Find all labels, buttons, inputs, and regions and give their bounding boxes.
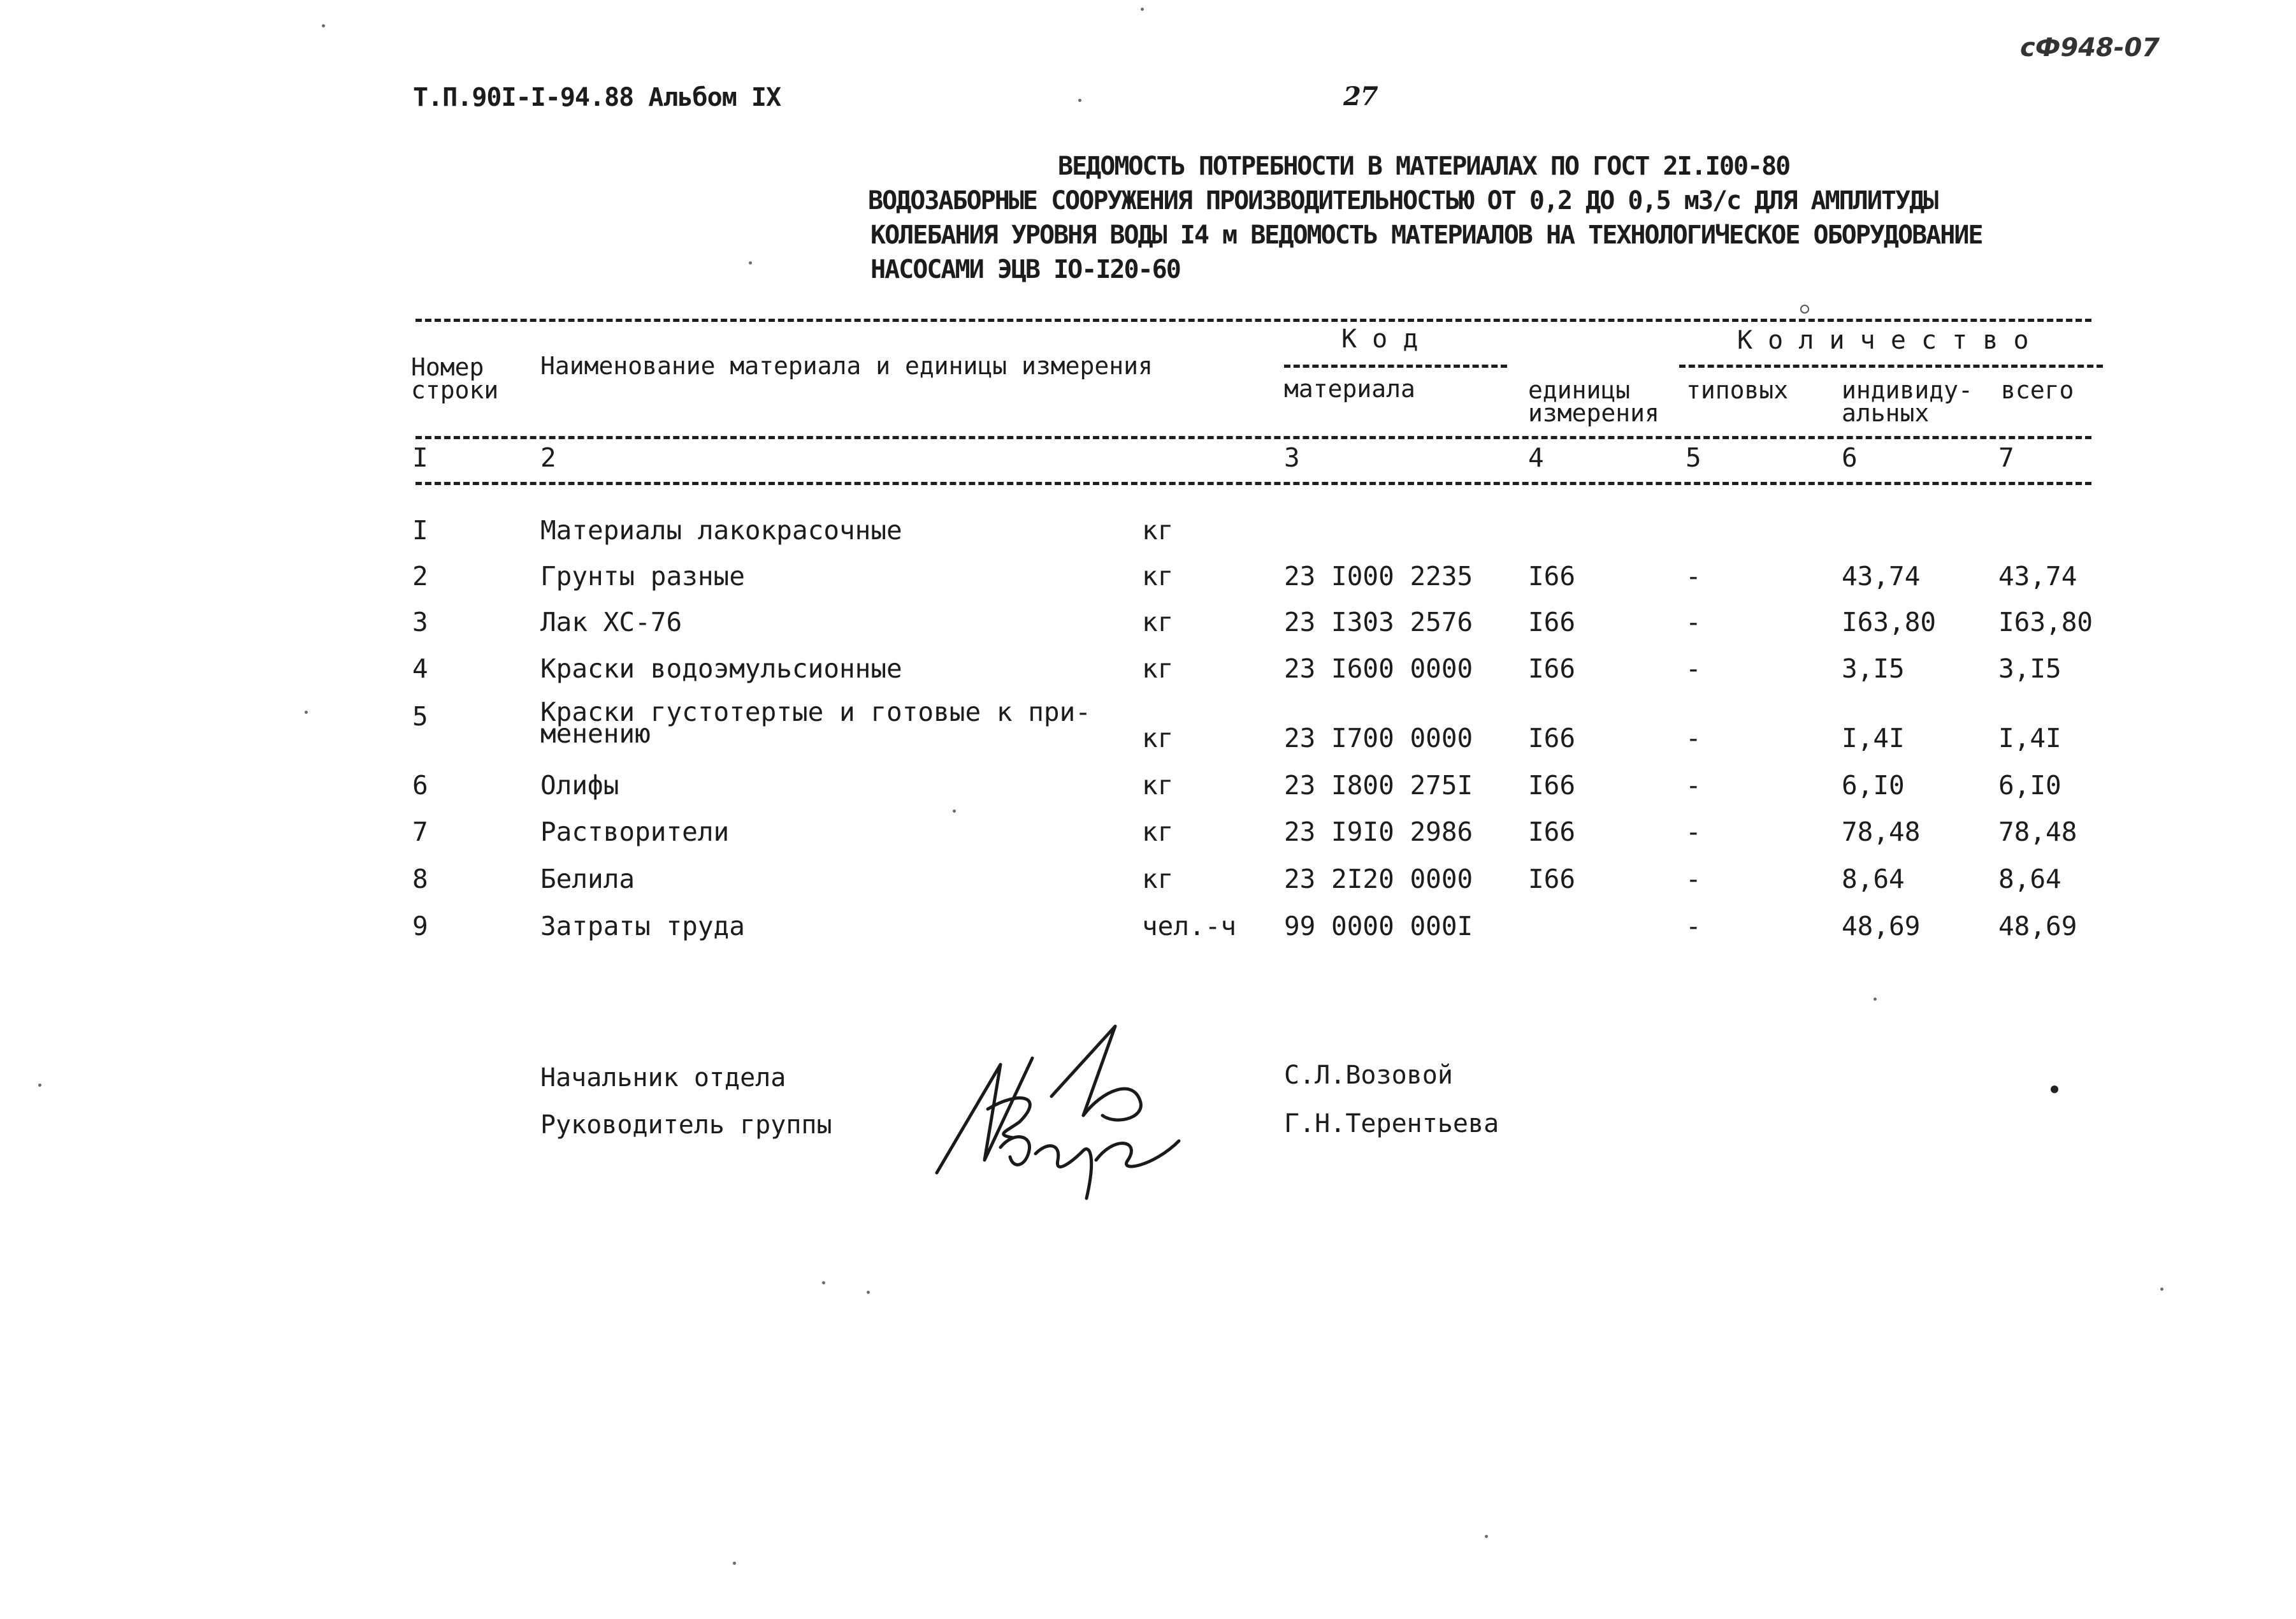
unit-of-measure: кг xyxy=(1142,864,1174,894)
total-value: 78,48 xyxy=(1998,817,2077,847)
header-bottom-rule xyxy=(415,436,2091,439)
material-code: 23 I800 275I xyxy=(1284,770,1473,801)
album-reference: Т.П.90I-I-94.88 Альбом IX xyxy=(413,83,781,112)
scan-speck xyxy=(822,1281,825,1284)
col-number-6: 6 xyxy=(1842,442,1858,473)
col-head-material-code: материала xyxy=(1284,375,1415,403)
total-value: 48,69 xyxy=(1998,911,2077,941)
material-code: 23 I000 2235 xyxy=(1284,561,1473,592)
typical-value: - xyxy=(1686,864,1701,894)
scan-speck xyxy=(1874,998,1877,1001)
name-department-head: С.Л.Возовой xyxy=(1284,1061,1453,1090)
row-number: 7 xyxy=(412,817,428,847)
column-number-rule xyxy=(415,482,2091,485)
material-code: 23 I600 0000 xyxy=(1284,653,1473,684)
title-line-2: ВОДОЗАБОРНЫЕ СООРУЖЕНИЯ ПРОИЗВОДИТЕЛЬНОСТЬЮ ОТ 0,2 ДО 0,5 м3/с ДЛЯ АМПЛИТУДЫ xyxy=(868,186,1938,215)
col-head-quantity-group: К о л и ч е с т в о xyxy=(1737,326,2029,355)
unit-code: I66 xyxy=(1528,817,1576,847)
col-number-4: 4 xyxy=(1528,442,1544,473)
typical-value: - xyxy=(1686,817,1701,847)
scan-speck xyxy=(38,1084,41,1087)
row-number: 8 xyxy=(412,864,428,894)
unit-of-measure: кг xyxy=(1142,561,1174,592)
material-name: Краски водоэмульсионные xyxy=(540,653,902,684)
row-number: 2 xyxy=(412,561,428,592)
material-code: 99 0000 000I xyxy=(1284,911,1473,941)
scan-speck xyxy=(1141,8,1144,11)
material-code: 23 I700 0000 xyxy=(1284,723,1473,753)
individual-value: 3,I5 xyxy=(1842,653,1905,684)
typical-value: - xyxy=(1686,911,1701,941)
scan-speck xyxy=(322,24,325,27)
individual-value: 48,69 xyxy=(1842,911,1921,941)
page-number: 27 xyxy=(1343,82,1378,112)
individual-value: 43,74 xyxy=(1842,561,1921,592)
title-line-3: КОЛЕБАНИЯ УРОВНЯ ВОДЫ I4 м ВЕДОМОСТЬ МАТЕРИАЛОВ НА ТЕХНОЛОГИЧЕСКОЕ ОБОРУДОВАНИЕ xyxy=(870,221,1982,250)
total-value: I,4I xyxy=(1998,723,2061,753)
unit-of-measure: кг xyxy=(1142,770,1174,801)
material-name: Материалы лакокрасочные xyxy=(540,515,902,546)
row-number: 4 xyxy=(412,653,428,684)
col-head-unit-code: единицы измерения xyxy=(1528,376,1659,427)
material-name: Растворители xyxy=(540,817,730,847)
title-line-1: ВЕДОМОСТЬ ПОТРЕБНОСТИ В МАТЕРИАЛАХ ПО ГОСТ 2I.I00-80 xyxy=(1058,152,1790,181)
total-value: I63,80 xyxy=(1998,607,2093,637)
row-number: 3 xyxy=(412,607,428,637)
row-number: 5 xyxy=(412,701,428,732)
material-code: 23 I9I0 2986 xyxy=(1284,817,1473,847)
scan-speck xyxy=(867,1291,870,1294)
typical-value: - xyxy=(1686,607,1701,637)
qty-group-rule xyxy=(1679,365,2103,368)
unit-of-measure: кг xyxy=(1142,653,1174,684)
material-name: Лак ХС-76 xyxy=(540,607,682,637)
scan-speck xyxy=(1078,99,1081,102)
material-name: Олифы xyxy=(540,770,619,801)
row-number: 9 xyxy=(412,911,428,941)
individual-value: 78,48 xyxy=(1842,817,1921,847)
col-head-typical: типовых xyxy=(1686,376,1789,404)
unit-code: I66 xyxy=(1528,864,1576,894)
individual-value: I,4I xyxy=(1842,723,1905,753)
name-group-leader: Г.Н.Терентьева xyxy=(1284,1109,1499,1138)
unit-of-measure: кг xyxy=(1142,817,1174,847)
scan-speck xyxy=(733,1562,736,1565)
col-head-row-number: Номер строки xyxy=(411,353,499,404)
material-name: Белила xyxy=(540,864,635,894)
typical-value: - xyxy=(1686,653,1701,684)
total-value: 43,74 xyxy=(1998,561,2077,592)
total-value: 8,64 xyxy=(1998,864,2061,894)
typical-value: - xyxy=(1686,561,1701,592)
scan-speck xyxy=(953,810,956,813)
unit-code: I66 xyxy=(1528,561,1576,592)
scan-speck xyxy=(2160,1288,2163,1291)
individual-value: 6,I0 xyxy=(1842,770,1905,801)
role-group-leader: Руководитель группы xyxy=(540,1110,832,1140)
unit-code: I66 xyxy=(1528,607,1576,637)
scan-speck xyxy=(1485,1535,1488,1538)
handwritten-signature xyxy=(924,1013,1204,1205)
table-top-rule xyxy=(415,319,2091,322)
row-number: 6 xyxy=(412,770,428,801)
unit-of-measure: кг xyxy=(1142,515,1174,546)
col-head-individual: индивиду- альных xyxy=(1842,376,1973,427)
scan-speck xyxy=(1800,305,1809,314)
code-group-rule xyxy=(1284,365,1507,368)
material-name: Краски густотертые и готовые к при- менению xyxy=(540,697,1091,749)
col-head-code-group: К о д xyxy=(1341,324,1419,354)
typical-value: - xyxy=(1686,770,1701,801)
scan-speck xyxy=(2051,1085,2058,1093)
total-value: 3,I5 xyxy=(1998,653,2061,684)
title-line-4: НАСОСАМИ ЭЦВ IO-I20-60 xyxy=(870,255,1180,284)
col-head-name: Наименование материала и единицы измерения xyxy=(540,352,1153,380)
typical-value: - xyxy=(1686,723,1701,753)
unit-of-measure: кг xyxy=(1142,607,1174,637)
row-number: I xyxy=(412,515,428,546)
unit-code: I66 xyxy=(1528,723,1576,753)
unit-code: I66 xyxy=(1528,653,1576,684)
total-value: 6,I0 xyxy=(1998,770,2061,801)
individual-value: 8,64 xyxy=(1842,864,1905,894)
material-code: 23 I303 2576 xyxy=(1284,607,1473,637)
unit-code: I66 xyxy=(1528,770,1576,801)
material-name: Затраты труда xyxy=(540,911,745,941)
individual-value: I63,80 xyxy=(1842,607,1937,637)
col-number-1: I xyxy=(412,442,428,473)
col-number-7: 7 xyxy=(1998,442,2014,473)
scan-speck xyxy=(305,711,308,714)
col-number-3: 3 xyxy=(1284,442,1300,473)
material-name: Грунты разные xyxy=(540,561,745,592)
col-head-total: всего xyxy=(2001,376,2074,404)
unit-of-measure: кг xyxy=(1142,723,1174,753)
unit-of-measure: чел.-ч xyxy=(1142,911,1237,941)
col-number-5: 5 xyxy=(1686,442,1701,473)
col-number-2: 2 xyxy=(540,442,556,473)
material-code: 23 2I20 0000 xyxy=(1284,864,1473,894)
role-department-head: Начальник отдела xyxy=(540,1063,786,1093)
corner-note: сФ948-07 xyxy=(2020,33,2160,62)
scan-speck xyxy=(749,261,752,265)
